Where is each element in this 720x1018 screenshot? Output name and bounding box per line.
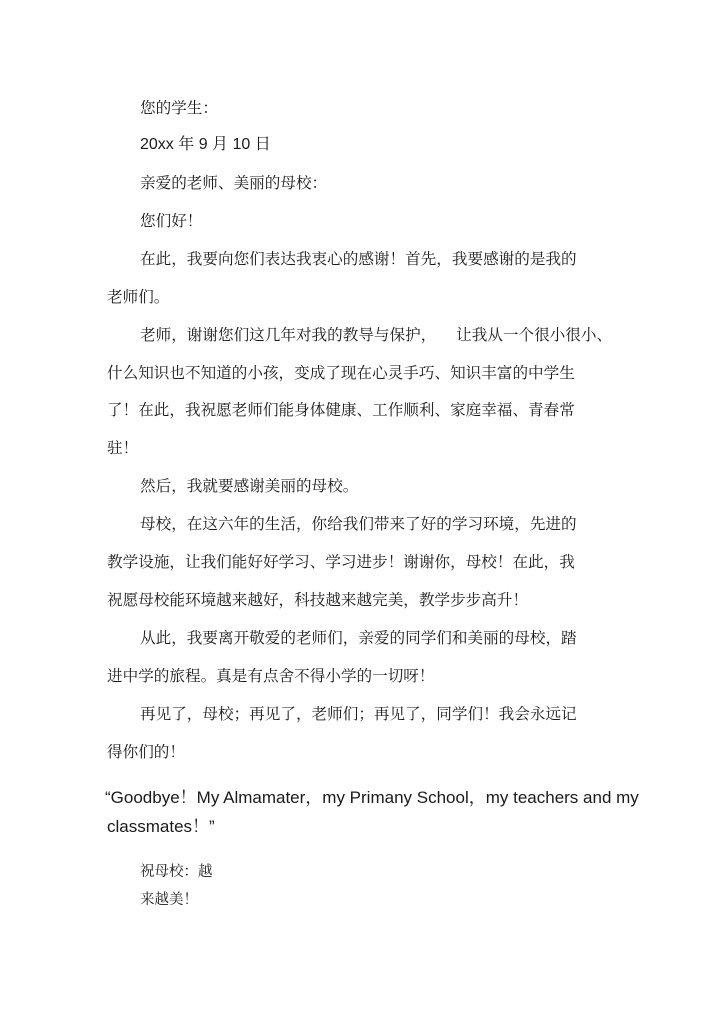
date-line: 20xx 年 9 月 10 日 [140, 136, 271, 153]
paragraph-line: 在此，我要向您们表达我衷心的感谢！首先，我要感谢的是我的 [140, 250, 577, 268]
paragraph-line: 得你们的！ [107, 743, 185, 761]
salutation: 亲爱的老师、美丽的母校： [140, 174, 328, 192]
paragraph-line: 老师们。 [107, 288, 170, 306]
paragraph-line: 从此，我要离开敬爱的老师们，亲爱的同学们和美丽的母校，踏 [140, 629, 577, 647]
greeting: 您们好！ [140, 212, 203, 230]
english-quote-line: classmates！” [107, 817, 215, 836]
english-quote-line: “Goodbye！My Almamater，my Primany School，my teachers and my [105, 788, 639, 807]
paragraph-line: 祝愿母校能环境越来越好，科技越来越完美，教学步步高升！ [107, 591, 529, 609]
paragraph-line: 教学设施，让我们能好好学习、学习进步！谢谢你，母校！在此，我 [107, 553, 575, 571]
paragraph-line: 然后，我就要感谢美丽的母校。 [140, 477, 359, 495]
paragraph-line: 了！在此，我祝愿老师们能身体健康、工作顺利、家庭幸福、青春常 [107, 401, 575, 419]
paragraph-line: 进中学的旅程。真是有点舍不得小学的一切呀！ [107, 667, 435, 685]
paragraph-line: 母校，在这六年的生活，你给我们带来了好的学习环境，先进的 [140, 515, 577, 533]
paragraph-line: 再见了，母校；再见了，老师们；再见了，同学们！我会永远记 [140, 705, 577, 723]
closing-line: 来越美！ [140, 892, 198, 908]
paragraph-line: 老师，谢谢您们这几年对我的教导与保护， 让我从一个很小很小、 [140, 326, 613, 344]
closing-line: 祝母校：越 [140, 864, 213, 880]
paragraph-line: 什么知识也不知道的小孩，变成了现在心灵手巧、知识丰富的中学生 [107, 364, 575, 382]
signature-line: 您的学生： [140, 99, 218, 117]
paragraph-line: 驻！ [107, 439, 139, 457]
